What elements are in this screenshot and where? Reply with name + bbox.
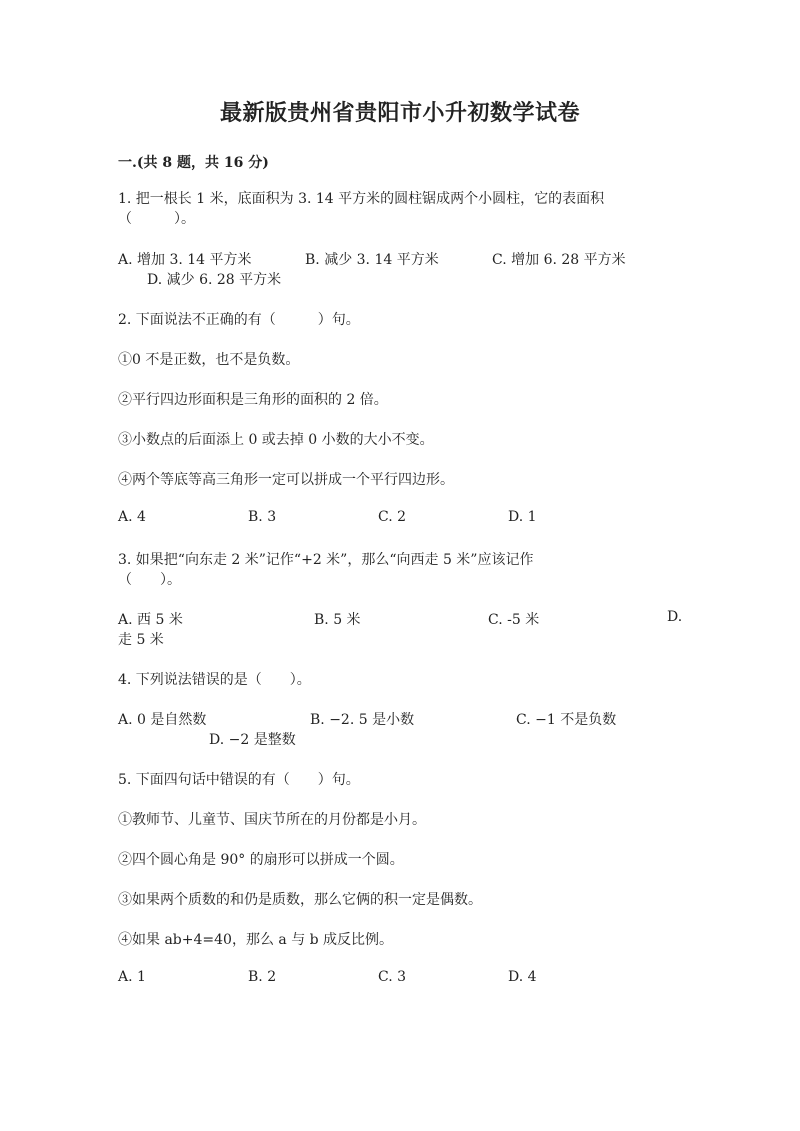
question-5-option-a[interactable]: A. 1	[118, 969, 146, 985]
question-1-stem: 1. 把一根长 1 米，底面积为 3. 14 平方米的圆柱锯成两个小圆柱，它的表面积	[118, 191, 605, 207]
question-1-option-d[interactable]: D. 减少 6. 28 平方米	[147, 272, 282, 288]
question-2-option-c[interactable]: C. 2	[378, 509, 407, 525]
question-2-option-a[interactable]: A. 4	[118, 509, 146, 525]
question-5-statement-1: ①教师节、儿童节、国庆节所在的月份都是小月。	[118, 812, 426, 828]
question-1-stem-cont: （ ）。	[118, 211, 195, 227]
question-4-stem: 4. 下列说法错误的是（ ）。	[118, 672, 311, 688]
question-4-option-d[interactable]: D. −2 是整数	[209, 732, 296, 748]
question-5-option-c[interactable]: C. 3	[378, 969, 407, 985]
question-5-option-d[interactable]: D. 4	[508, 969, 537, 985]
question-4-option-c[interactable]: C. −1 不是负数	[516, 712, 617, 728]
question-4-option-a[interactable]: A. 0 是自然数	[118, 712, 207, 728]
question-3-option-c[interactable]: C. -5 米	[488, 612, 540, 628]
question-5-statement-2: ②四个圆心角是 90° 的扇形可以拼成一个圆。	[118, 852, 404, 868]
question-1-option-c[interactable]: C. 增加 6. 28 平方米	[492, 252, 626, 268]
question-5-statement-4: ④如果 ab+4=40，那么 a 与 b 成反比例。	[118, 932, 394, 948]
question-3-stem-cont: （ ）。	[118, 572, 181, 588]
question-2-option-b[interactable]: B. 3	[248, 509, 277, 525]
question-1-option-b[interactable]: B. 减少 3. 14 平方米	[305, 252, 439, 268]
page-title: 最新版贵州省贵阳市小升初数学试卷	[219, 100, 580, 126]
question-2-statement-3: ③小数点的后面添上 0 或去掉 0 小数的大小不变。	[118, 432, 434, 448]
question-3-option-d[interactable]: D.	[667, 609, 683, 625]
section-heading: 一.(共 8 题，共 16 分)	[118, 155, 269, 171]
question-5-statement-3: ③如果两个质数的和仍是质数，那么它俩的积一定是偶数。	[118, 892, 482, 908]
question-3-option-d-cont[interactable]: 走 5 米	[118, 632, 164, 648]
question-3-option-a[interactable]: A. 西 5 米	[118, 612, 183, 628]
question-2-stem: 2. 下面说法不正确的有（ ）句。	[118, 312, 360, 328]
question-1-option-a[interactable]: A. 增加 3. 14 平方米	[118, 252, 252, 268]
question-5-option-b[interactable]: B. 2	[248, 969, 277, 985]
question-2-statement-1: ①0 不是正数，也不是负数。	[118, 352, 300, 368]
question-3-option-b[interactable]: B. 5 米	[314, 612, 361, 628]
question-3-stem: 3. 如果把“向东走 2 米”记作“+2 米”，那么“向西走 5 米”应该记作	[118, 552, 534, 568]
question-2-option-d[interactable]: D. 1	[508, 509, 537, 525]
question-5-stem: 5. 下面四句话中错误的有（ ）句。	[118, 772, 360, 788]
question-2-statement-2: ②平行四边形面积是三角形的面积的 2 倍。	[118, 392, 388, 408]
question-4-option-b[interactable]: B. −2. 5 是小数	[310, 712, 415, 728]
question-2-statement-4: ④两个等底等高三角形一定可以拼成一个平行四边形。	[118, 472, 454, 488]
